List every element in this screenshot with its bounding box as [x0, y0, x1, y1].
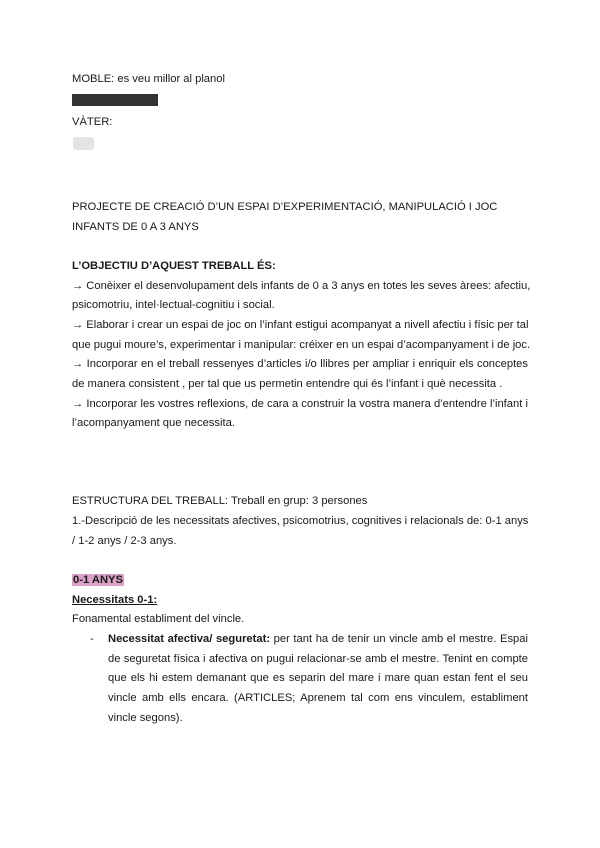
bullet-line: que els hi estem demanant que es separin del mare i mare quan estan fent el seu	[108, 672, 528, 684]
vater-line: VÀTER:	[72, 116, 113, 128]
structure-desc-line1: 1.-Descripció de les necessitats afectives, psicomotrius, cognitives i relacionals de: 0-1 anys	[72, 515, 529, 527]
bullet-last-line: vincle segons).	[108, 712, 183, 724]
objective-line: → Elaborar i crear un espai de joc on l’infant estigui acompanyat a nivell afectiu i físic per tal	[72, 319, 529, 331]
bullet-line: vincle amb ells encara. (ARTICLES; Aprenem tal com ens vinculem, establiment	[108, 692, 528, 704]
moble-line: MOBLE: es veu millor al planol	[72, 73, 225, 85]
redacted-block	[72, 94, 158, 106]
objective-line: psicomotriu, intel·lectual-cognitiu i social.	[72, 299, 275, 311]
bullet-dash: -	[90, 633, 94, 645]
bullet-bold-label: Necessitat afectiva/ seguretat:	[108, 633, 271, 645]
objective-line: → Incorporar en el treball ressenyes d’articles i/o llibres per ampliar i enriquir els conceptes	[72, 358, 528, 370]
image-placeholder	[73, 137, 94, 150]
structure-line: ESTRUCTURA DEL TREBALL: Treball en grup: 3 persones	[72, 495, 368, 507]
objective-line: → Incorporar les vostres reflexions, de cara a construir la vostra manera d’entendre l’infant i	[72, 398, 528, 410]
objective-line: l’acompanyament que necessita.	[72, 417, 235, 429]
project-title-line2: INFANTS DE 0 A 3 ANYS	[72, 221, 199, 233]
objective-line: → Conèixer el desenvolupament dels infants de 0 a 3 anys en totes les seves àrees: afectiu,	[72, 280, 531, 292]
bullet-line-1	[108, 632, 528, 646]
highlighted-heading: 0-1 ANYS	[73, 574, 123, 586]
objective-heading: L’OBJECTIU D’AQUEST TREBALL ÉS:	[72, 260, 276, 272]
objective-line: que pugui moure’s, experimentar i manipular: créixer en un espai d’acompanyament i de joc.	[72, 339, 531, 351]
project-title-line1: PROJECTE DE CREACIÓ D’UN ESPAI D’EXPERIMENTACIÓ, MANIPULACIÓ I JOC	[72, 201, 498, 213]
structure-desc-line2: / 1-2 anys / 2-3 anys.	[72, 535, 177, 547]
objective-line: de manera consistent , per tal que us permetin entendre qui és l’infant i què necessita .	[72, 378, 503, 390]
bullet-line: de seguretat física i afectiva on pugui relacionar-se amb el mestre. Tenint en compte	[108, 653, 528, 665]
section-subheading: Necessitats 0-1:	[72, 594, 158, 606]
bullet-line-1-rest: per tant ha de tenir un vincle amb el mestre. Espai	[270, 633, 528, 645]
section-intro: Fonamental establiment del vincle.	[72, 613, 245, 625]
section-heading	[72, 573, 124, 587]
